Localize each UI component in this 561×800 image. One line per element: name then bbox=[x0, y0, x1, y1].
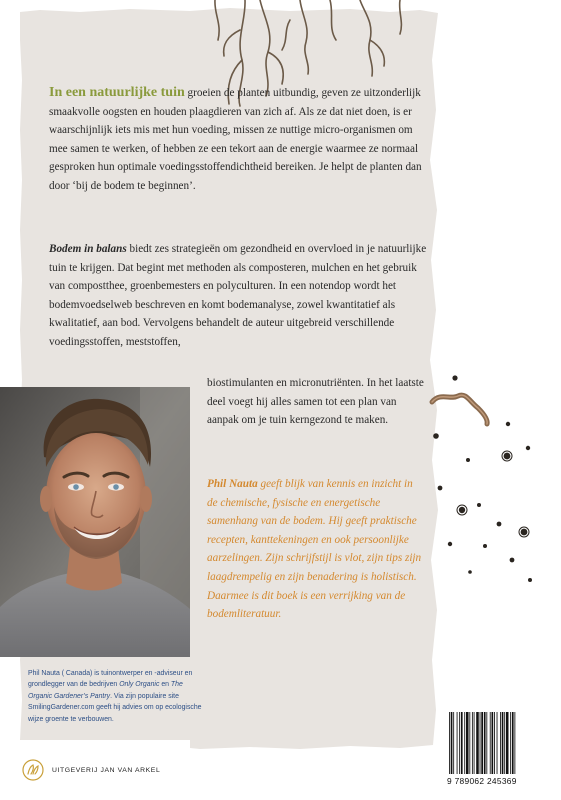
barcode-bar bbox=[449, 712, 450, 774]
barcode-bar bbox=[474, 712, 475, 774]
author-name-lead: Phil Nauta bbox=[207, 478, 258, 490]
caption-company1: Only Organic bbox=[119, 681, 160, 689]
barcode-bar bbox=[506, 712, 509, 774]
author-caption bbox=[28, 668, 203, 725]
barcode-bar bbox=[457, 712, 458, 774]
book-title-lead: Bodem in balans bbox=[49, 243, 127, 255]
description-continuation bbox=[207, 374, 427, 430]
barcode-bar bbox=[472, 712, 473, 774]
publisher-logo-icon bbox=[22, 759, 44, 781]
barcode-bar bbox=[497, 712, 498, 774]
barcode-bar bbox=[469, 712, 470, 774]
caption-company2: The Organic Gardener’s Pantry bbox=[28, 681, 183, 700]
barcode-bar bbox=[459, 712, 460, 774]
publisher-name: UITGEVERIJ JAN VAN ARKEL bbox=[52, 766, 161, 774]
barcode-bar bbox=[464, 712, 465, 774]
publisher bbox=[22, 758, 160, 782]
caption-part3: . Via zijn populaire site SmilingGardener.com geeft hij advies om op ecologische wijze groente te verbouwen. bbox=[28, 692, 202, 723]
description-text: biedt zes strategieën om gezondheid en overvloed in je natuurlijke tuin te krijgen. Dat begint met methoden als composteren, mulchen en het gebruik van compostthee, groenbemesters en polyculturen. In een notendop wordt het bodemvoedselweb beschreven en komt bodemanalyse, zowel kwantitatief als kwalitatief, aan bod. Vervolgens behandelt de auteur uitgebreid verschillende voedingsstoffen, meststoffen, bbox=[49, 243, 427, 348]
barcode-bar bbox=[514, 712, 515, 774]
barcode-bar bbox=[510, 712, 511, 774]
barcode-bar bbox=[502, 712, 504, 774]
barcode-bar bbox=[451, 712, 453, 774]
barcode-bar bbox=[461, 712, 463, 774]
intro-text: groeien de planten uitbundig, geven ze uitzonderlijk smaakvolle oogsten en houden plaagdieren van zich af. Als ze dat niet doen, is er waarschijnlijk iets mis met hun voeding, missen ze nuttige micro-organismen om mee samen te werken, of hebben ze een tekort aan de energie waarmee ze normaal gesproken hun optimale voedingsstoffendichtheid bereiken. Je helpt de planten dan door ‘bij de bodem te beginnen’. bbox=[49, 87, 422, 192]
author-photo bbox=[0, 387, 190, 657]
barcode-bars bbox=[447, 712, 545, 776]
barcode-bar bbox=[484, 712, 486, 774]
description-paragraph bbox=[49, 240, 429, 352]
barcode-bar bbox=[481, 712, 483, 774]
barcode bbox=[445, 712, 547, 788]
barcode-bar bbox=[480, 712, 481, 774]
barcode-bar bbox=[453, 712, 454, 774]
barcode-bar bbox=[492, 712, 494, 774]
caption-part1: Phil Nauta ( Canada) is tuinontwerper en -adviseur en grondlegger van de bedrijven bbox=[28, 670, 193, 689]
blurb-text: geeft blijk van kennis en inzicht in de chemische, fysische en energetische samenhang van de bodem. Hij geeft praktische recepten, kanttekeningen en ook persoonlijke aarzelingen. Zijn schrijfstijl is vlot, zijn tips zijn laagdrempelig en zijn benadering is holistisch. Daarmee is dit boek is een verrijking van de bodemliteratuur. bbox=[207, 478, 422, 621]
barcode-bar bbox=[494, 712, 495, 774]
intro-paragraph bbox=[49, 84, 429, 196]
barcode-bar bbox=[512, 712, 514, 774]
barcode-bar bbox=[490, 712, 491, 774]
author-blurb bbox=[207, 475, 422, 624]
intro-lead: In een natuurlijke tuin bbox=[49, 85, 185, 100]
description-continuation-text: biostimulanten en micronutriënten. In het laatste deel voegt hij alles samen tot een plan van aanpak om je tuin kerngezond te maken. bbox=[207, 377, 424, 427]
barcode-bar bbox=[504, 712, 505, 774]
barcode-bar bbox=[476, 712, 479, 774]
barcode-bar bbox=[466, 712, 469, 774]
isbn-number: 9 789062 245369 bbox=[447, 776, 517, 786]
barcode-bar bbox=[486, 712, 487, 774]
caption-part2: en bbox=[159, 681, 171, 689]
barcode-bar bbox=[500, 712, 501, 774]
